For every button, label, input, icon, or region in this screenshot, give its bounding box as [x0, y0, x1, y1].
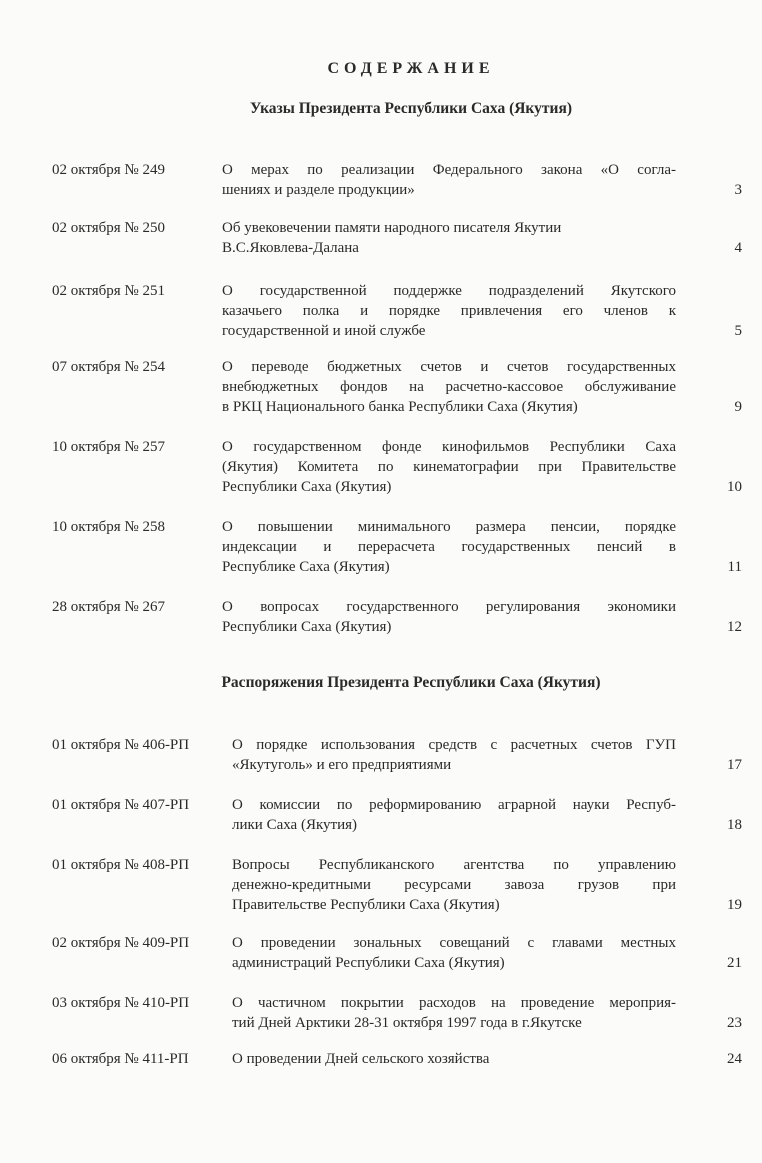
- entry-page-number: 3: [734, 182, 742, 198]
- entry-title: [232, 993, 676, 1033]
- entry-title-line: государственной и иной службе: [222, 323, 426, 339]
- entry-page-number: 10: [727, 479, 742, 495]
- entry-title-line: индексации и перерасчета государственных пенсий в: [222, 539, 676, 555]
- entry-title-line: О мерах по реализации Федерального закона «О согла-: [222, 162, 676, 178]
- entry-date-number: 10 октября № 257: [52, 439, 165, 455]
- entry-title-line: О государственном фонде кинофильмов Республики Саха: [222, 439, 676, 455]
- entry-page-number: 4: [734, 240, 742, 256]
- entry-title-line: лики Саха (Якутия): [232, 817, 358, 833]
- entry-title: [222, 281, 676, 341]
- section-heading-decrees: Указы Президента Республики Саха (Якутия): [250, 100, 572, 117]
- entry-title-line: О частичном покрытии расходов на проведение мероприя-: [232, 995, 676, 1011]
- entry-date-number: 01 октября № 407-РП: [52, 797, 190, 813]
- entry-title-line: О повышении минимального размера пенсии, порядке: [222, 519, 676, 535]
- entry-page-number: 5: [734, 323, 742, 339]
- entry-title-line: О проведении зональных совещаний с главами местных: [232, 935, 676, 951]
- entry-title-line: О проведении Дней сельского хозяйства: [232, 1051, 490, 1067]
- entry-title: [232, 1049, 676, 1069]
- entry-date-number: 07 октября № 254: [52, 359, 165, 375]
- entry-date-number: 28 октября № 267: [52, 599, 165, 615]
- entry-title-line: внебюджетных фондов на расчетно-кассовое обслуживание: [222, 379, 676, 395]
- entry-page-number: 18: [727, 817, 742, 833]
- entry-date-number: 02 октября № 249: [52, 162, 165, 178]
- entry-title: [222, 517, 676, 577]
- entry-page-number: 9: [734, 399, 742, 415]
- entry-title: [222, 160, 676, 200]
- entry-title-line: Об увековечении памяти народного писателя Якутии: [222, 220, 562, 236]
- page-title: СОДЕРЖАНИЕ: [327, 60, 495, 77]
- entry-title: [232, 933, 676, 973]
- entry-date-number: 03 октября № 410-РП: [52, 995, 190, 1011]
- entry-title-line: (Якутия) Комитета по кинематографии при Правительстве: [222, 459, 676, 475]
- entry-title-line: казачьего полка и порядке привлечения его членов к: [222, 303, 676, 319]
- entry-title-line: шениях и разделе продукции»: [222, 182, 415, 198]
- entry-date-number: 02 октября № 250: [52, 220, 165, 236]
- entry-title-line: Республике Саха (Якутия): [222, 559, 390, 575]
- entry-title-line: «Якутуголь» и его предприятиями: [232, 757, 452, 773]
- entry-page-number: 23: [727, 1015, 742, 1031]
- entry-date-number: 10 октября № 258: [52, 519, 165, 535]
- entry-title: [222, 218, 676, 258]
- entry-date-number: 02 октября № 409-РП: [52, 935, 190, 951]
- entry-title-line: О государственной поддержке подразделений Якутского: [222, 283, 676, 299]
- section-heading-orders: Распоряжения Президента Республики Саха (Якутия): [221, 674, 601, 691]
- entry-date-number: 01 октября № 408-РП: [52, 857, 190, 873]
- entry-title-line: администраций Республики Саха (Якутия): [232, 955, 505, 971]
- entry-title-line: О комиссии по реформированию аграрной науки Респуб-: [232, 797, 676, 813]
- entry-page-number: 21: [727, 955, 742, 971]
- entry-date-number: 01 октября № 406-РП: [52, 737, 190, 753]
- entry-page-number: 12: [727, 619, 742, 635]
- entry-title: [222, 597, 676, 637]
- entry-title-line: О переводе бюджетных счетов и счетов государственных: [222, 359, 676, 375]
- entry-title-line: тий Дней Арктики 28-31 октября 1997 года в г.Якутске: [232, 1015, 582, 1031]
- entry-title: [232, 795, 676, 835]
- entry-title-line: в РКЦ Национального банка Республики Саха (Якутия): [222, 399, 578, 415]
- entry-title-line: В.С.Яковлева-Далана: [222, 240, 359, 256]
- entry-date-number: 06 октября № 411-РП: [52, 1051, 189, 1067]
- entry-page-number: 11: [727, 559, 742, 575]
- entry-page-number: 17: [727, 757, 742, 773]
- entry-title-line: Республики Саха (Якутия): [222, 619, 392, 635]
- entry-title-line: Республики Саха (Якутия): [222, 479, 392, 495]
- entry-title: [232, 855, 676, 915]
- entry-title: [232, 735, 676, 775]
- entry-title-line: Вопросы Республиканского агентства по управлению: [232, 857, 676, 873]
- entry-page-number: 24: [727, 1051, 742, 1067]
- entry-title-line: Правительстве Республики Саха (Якутия): [232, 897, 500, 913]
- entry-date-number: 02 октября № 251: [52, 283, 165, 299]
- entry-title: [222, 357, 676, 417]
- entry-title-line: О вопросах государственного регулирования экономики: [222, 599, 676, 615]
- entry-page-number: 19: [727, 897, 742, 913]
- entry-title-line: денежно-кредитными ресурсами завоза грузов при: [232, 877, 676, 893]
- entry-title-line: О порядке использования средств с расчетных счетов ГУП: [232, 737, 676, 753]
- entry-title: [222, 437, 676, 497]
